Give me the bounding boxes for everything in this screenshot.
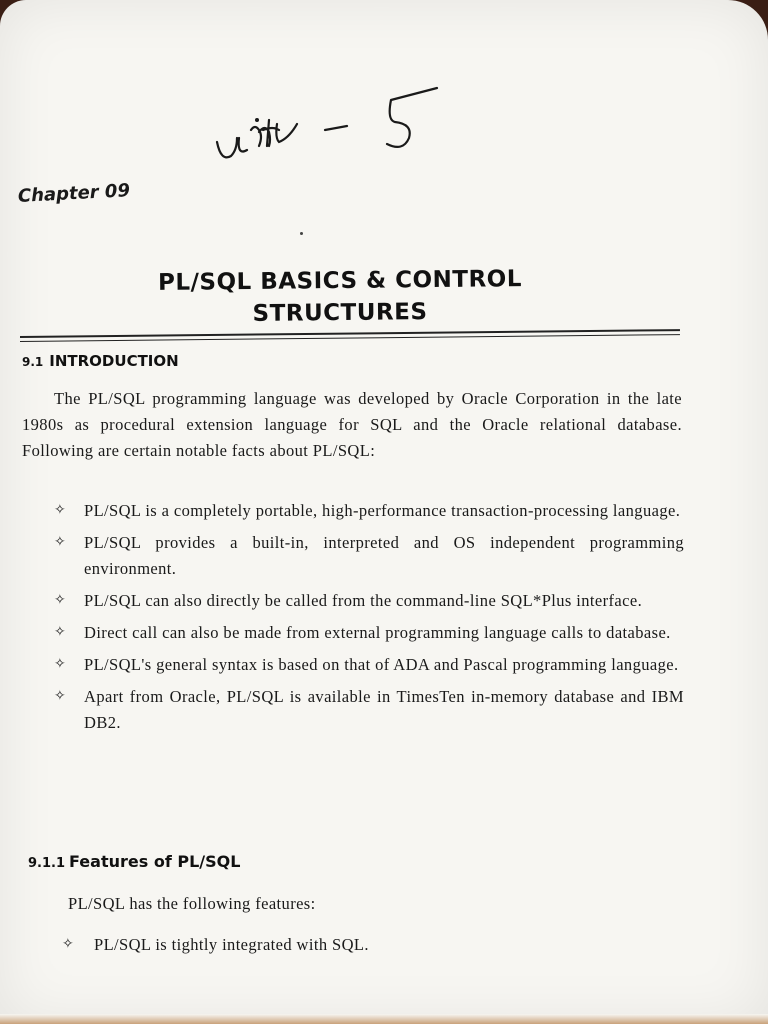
handwritten-note xyxy=(205,80,455,180)
list-item-text: PL/SQL is a completely portable, high-performance transaction-processing language. xyxy=(84,501,681,520)
features-list xyxy=(58,932,678,958)
features-intro: PL/SQL has the following features: xyxy=(68,894,316,913)
list-item-text: PL/SQL can also directly be called from the command-line SQL*Plus interface. xyxy=(84,591,643,610)
list-item xyxy=(50,652,684,678)
intro-paragraph xyxy=(22,386,682,464)
diamond-outline-icon: ✧ xyxy=(54,503,67,518)
diamond-outline-icon: ✧ xyxy=(62,937,75,952)
page-bottom-edge xyxy=(0,1014,768,1024)
list-item xyxy=(50,620,684,646)
diamond-outline-icon: ✧ xyxy=(54,689,67,704)
page-title-line2: STRUCTURES xyxy=(252,299,428,327)
list-item xyxy=(58,932,678,958)
subsection-title: Features of PL/SQL xyxy=(69,852,241,871)
section-title: INTRODUCTION xyxy=(49,352,179,370)
handwritten-unit-5 xyxy=(205,80,455,180)
list-item xyxy=(50,530,684,582)
list-item-text: Apart from Oracle, PL/SQL is available in TimesTen in-memory database and IBM DB2. xyxy=(84,687,684,732)
section-heading xyxy=(22,352,179,370)
list-item xyxy=(50,588,684,614)
page-title-line1: PL/SQL BASICS & CONTROL xyxy=(157,266,523,296)
diamond-outline-icon: ✧ xyxy=(54,657,67,672)
facts-list xyxy=(50,498,684,742)
list-item xyxy=(50,684,684,736)
list-item-text: PL/SQL provides a built-in, interpreted and OS independent programming environment. xyxy=(84,533,684,578)
list-item xyxy=(50,498,684,524)
diamond-outline-icon: ✧ xyxy=(54,625,67,640)
section-number: 9.1 xyxy=(22,355,44,369)
list-item-text: PL/SQL is tightly integrated with SQL. xyxy=(94,935,369,954)
subsection-number: 9.1.1 xyxy=(28,856,66,871)
speck-mark xyxy=(300,232,303,235)
list-item-text: Direct call can also be made from external programming language calls to database. xyxy=(84,623,671,642)
chapter-label: Chapter 09 xyxy=(17,180,131,207)
intro-paragraph-text: The PL/SQL programming language was developed by Oracle Corporation in the late 1980s as procedural extension language for SQL and the Oracle relational database. Following are certain notable facts about PL/SQL: xyxy=(22,389,682,460)
list-item-text: PL/SQL's general syntax is based on that of ADA and Pascal programming language. xyxy=(84,655,679,674)
diamond-outline-icon: ✧ xyxy=(54,535,67,550)
subsection-heading xyxy=(28,852,240,871)
diamond-outline-icon: ✧ xyxy=(54,593,67,608)
